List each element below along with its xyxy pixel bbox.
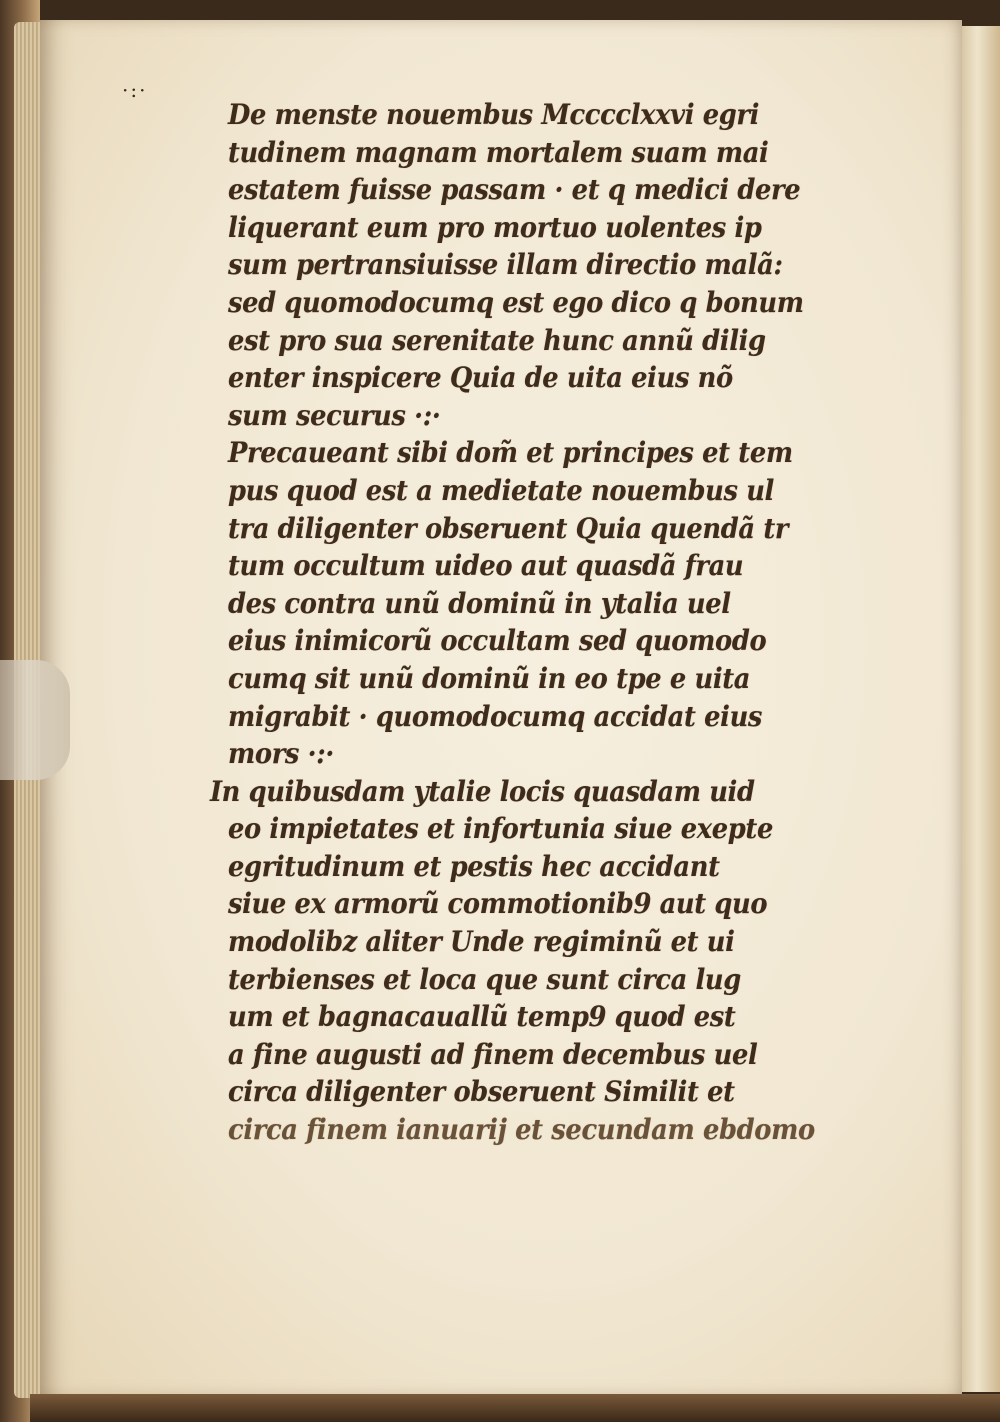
text-line: sed quomodocumq est ego dico q bonum <box>228 285 804 319</box>
text-line: migrabit · quomodocumq accidat eius <box>228 699 763 733</box>
text-line: terbienses et loca que sunt circa lug <box>228 962 741 996</box>
folio-mark: ·:· <box>122 78 148 102</box>
text-line: estatem fuisse passam · et q medici dere <box>228 173 801 207</box>
text-line: sum pertransiuisse illam directio malã: <box>228 248 783 282</box>
page-tab-marker <box>0 660 70 780</box>
facing-page-gutter <box>962 26 1000 1392</box>
text-line: In quibusdam ytalie locis quasdam uid <box>210 774 755 808</box>
text-line: pus quod est a medietate nouembus ul <box>228 473 774 507</box>
text-line: Precaueant sibi dom̃ et principes et tem <box>228 436 793 470</box>
text-line: tra diligenter obseruent Quia quendã tr <box>228 511 789 545</box>
text-line: tum occultum uideo aut quasdã frau <box>228 549 744 583</box>
text-line: mors ·:· <box>228 737 334 771</box>
text-line: est pro sua serenitate hunc annũ dilig <box>228 323 766 357</box>
text-line: De menste nouembus Mcccclxxvi egri <box>228 98 760 131</box>
text-line: siue ex armorũ commotionib9 aut quo <box>228 887 768 921</box>
text-line: tudinem magnam mortalem suam mai <box>228 135 769 169</box>
text-line: eius inimicorũ occultam sed quomodo <box>228 624 767 658</box>
text-line: circa diligenter obseruent Similit et <box>228 1075 735 1109</box>
text-line: circa finem ianuarij et secundam ebdomo <box>228 1113 815 1147</box>
text-line: um et bagnacauallũ temp9 quod est <box>228 1000 736 1034</box>
text-line: liquerant eum pro mortuo uolentes ip <box>228 210 762 244</box>
text-line: eo impietates et infortunia siue exepte <box>228 812 773 846</box>
text-line: des contra unũ dominũ in ytalia uel <box>228 586 731 620</box>
text-line: sum securus ·:· <box>228 398 441 432</box>
text-line: egritudinum et pestis hec accidant <box>228 849 720 883</box>
text-line: a fine augusti ad finem decembus uel <box>228 1037 758 1071</box>
book-bottom-edge <box>30 1394 1000 1422</box>
text-line: cumq sit unũ dominũ in eo tpe e uita <box>228 661 751 695</box>
manuscript-text <box>210 96 888 1149</box>
text-line: enter inspicere Quia de uita eius nõ <box>228 361 733 395</box>
text-line: modolibz aliter Unde regiminũ et ui <box>228 925 735 959</box>
